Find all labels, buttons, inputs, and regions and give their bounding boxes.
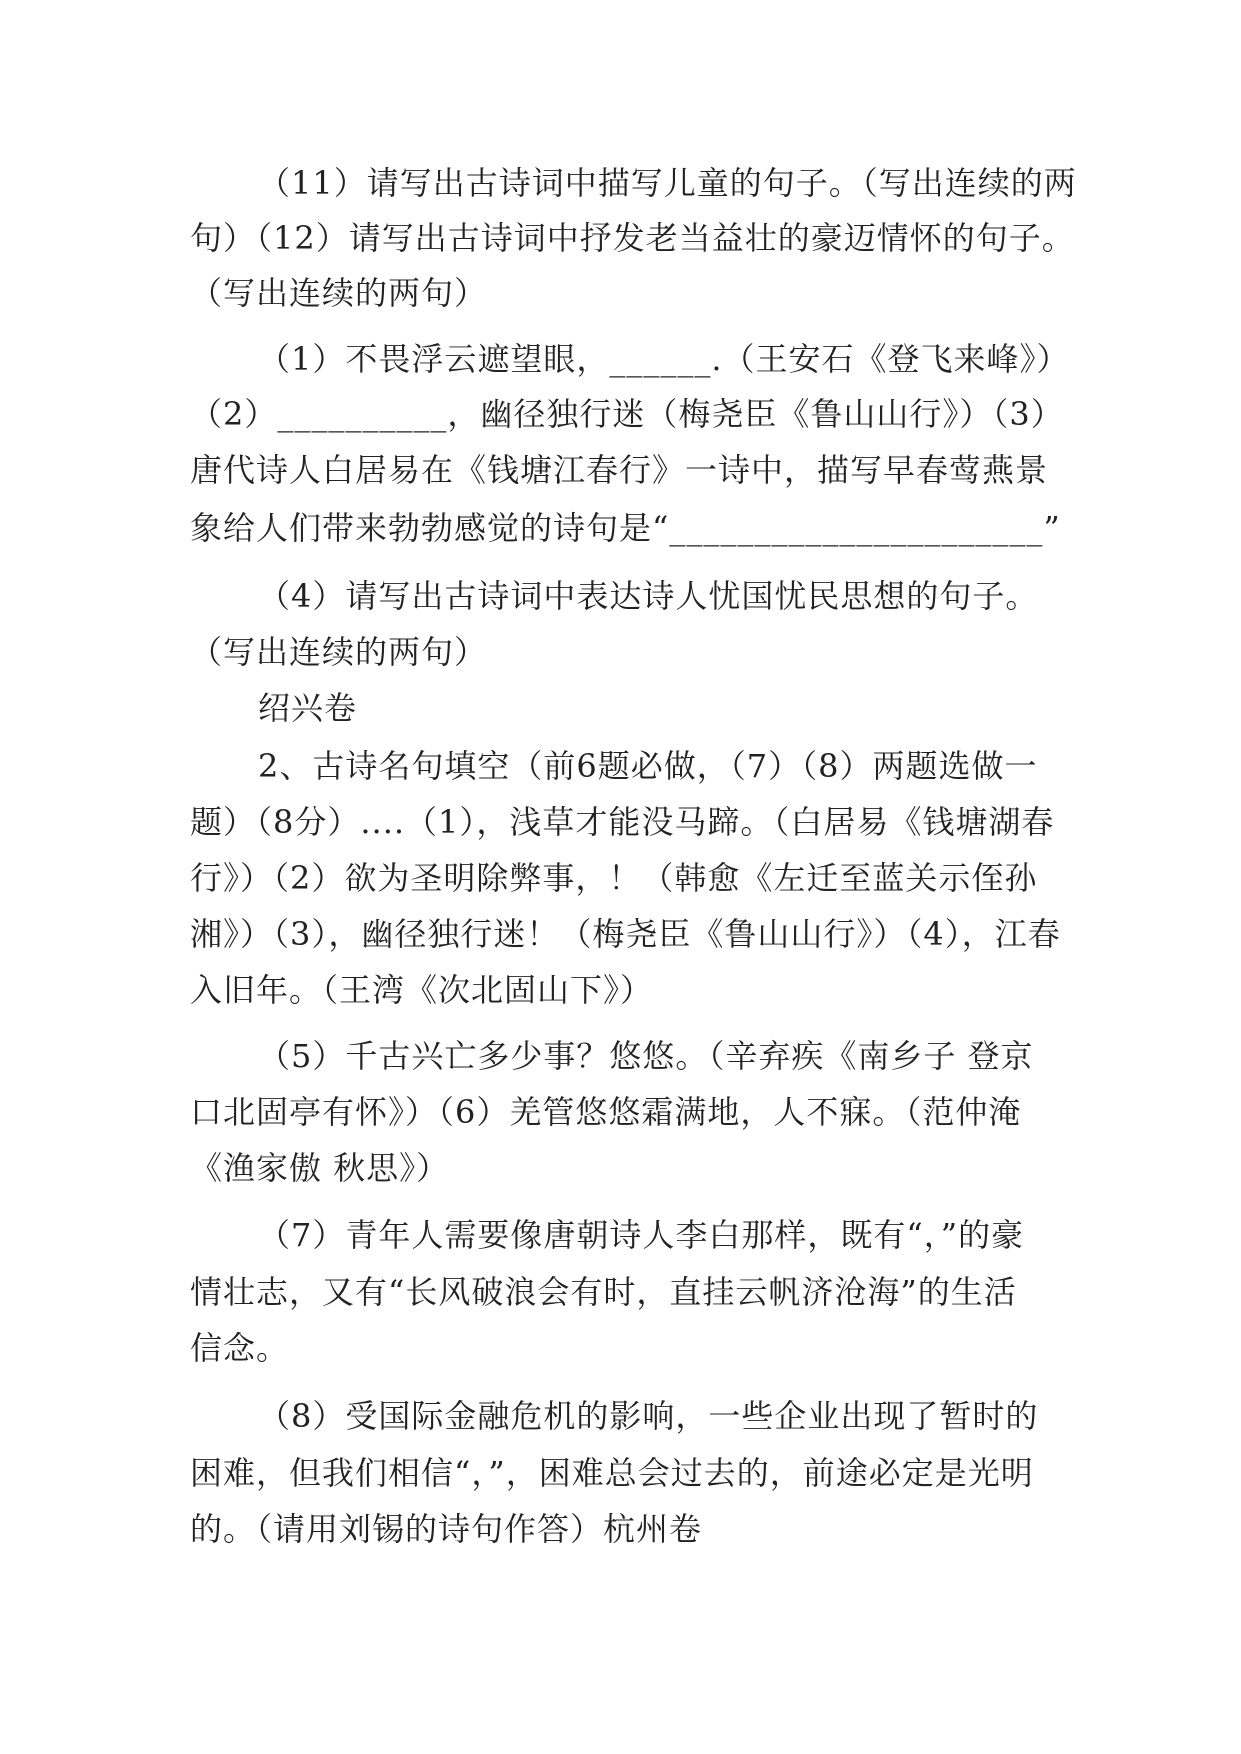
text-line: 唐代诗人白居易在《钱塘江春行》一诗中，描写早春莺燕景 bbox=[190, 451, 1049, 489]
text-line: 2、古诗名句填空（前6题必做，（7）（8）两题选做一 bbox=[258, 747, 1038, 785]
text-line: （写出连续的两句） bbox=[190, 633, 488, 671]
text-line: （8）受国际金融危机的影响，一些企业出现了暂时的 bbox=[258, 1397, 1039, 1435]
text-line: 情壮志，又有“长风破浪会有时，直挂云帆济沧海”的生活 bbox=[190, 1273, 1017, 1311]
text-line: （1）不畏浮云遮望眼，______.（王安石《登飞来峰》） bbox=[258, 340, 1070, 378]
text-line: （写出连续的两句） bbox=[190, 274, 488, 312]
text-line: 口北固亭有怀》）（6）羌管悠悠霜满地，人不寐。（范仲淹 bbox=[190, 1093, 1022, 1131]
text-line: 信念。 bbox=[190, 1329, 290, 1367]
text-line: 入旧年。（王湾《次北固山下》） bbox=[190, 971, 654, 1009]
text-line: （4）请写出古诗词中表达诗人忧国忧民思想的句子。 bbox=[258, 577, 1039, 615]
text-line: 湘》）（3），幽径独行迷！（梅尧臣《鲁山山行》）（4），江春 bbox=[190, 915, 1061, 953]
section-heading: 绍兴卷 bbox=[258, 689, 358, 727]
text-line: （7）青年人需要像唐朝诗人李白那样，既有“，”的豪 bbox=[258, 1216, 1025, 1254]
text-line: 困难，但我们相信“，”，困难总会过去的，前途必定是光明 bbox=[190, 1454, 1034, 1492]
text-line: 《渔家傲 秋思》） bbox=[190, 1149, 450, 1187]
text-line: 句）（12）请写出古诗词中抒发老当益壮的豪迈情怀的句子。 bbox=[190, 219, 1075, 257]
text-line: 题）（8分）....（1），浅草才能没马蹄。（白居易《钱塘湖春 bbox=[190, 803, 1055, 841]
text-line: 行》）（2）欲为圣明除弊事，！（韩愈《左迁至蓝关示侄孙 bbox=[190, 859, 1038, 897]
text-line: （11）请写出古诗词中描写儿童的句子。（写出连续的两 bbox=[258, 164, 1077, 202]
text-line: 的。（请用刘锡的诗句作答）杭州卷 bbox=[190, 1510, 703, 1548]
text-line: （2）__________，幽径独行迷（梅尧臣《鲁山山行》）（3） bbox=[190, 395, 1064, 433]
text-line: 象给人们带来勃勃感觉的诗句是“______________________” bbox=[190, 509, 1061, 547]
text-line: （5）千古兴亡多少事？悠悠。（辛弃疾《南乡子 登京 bbox=[258, 1037, 1034, 1075]
